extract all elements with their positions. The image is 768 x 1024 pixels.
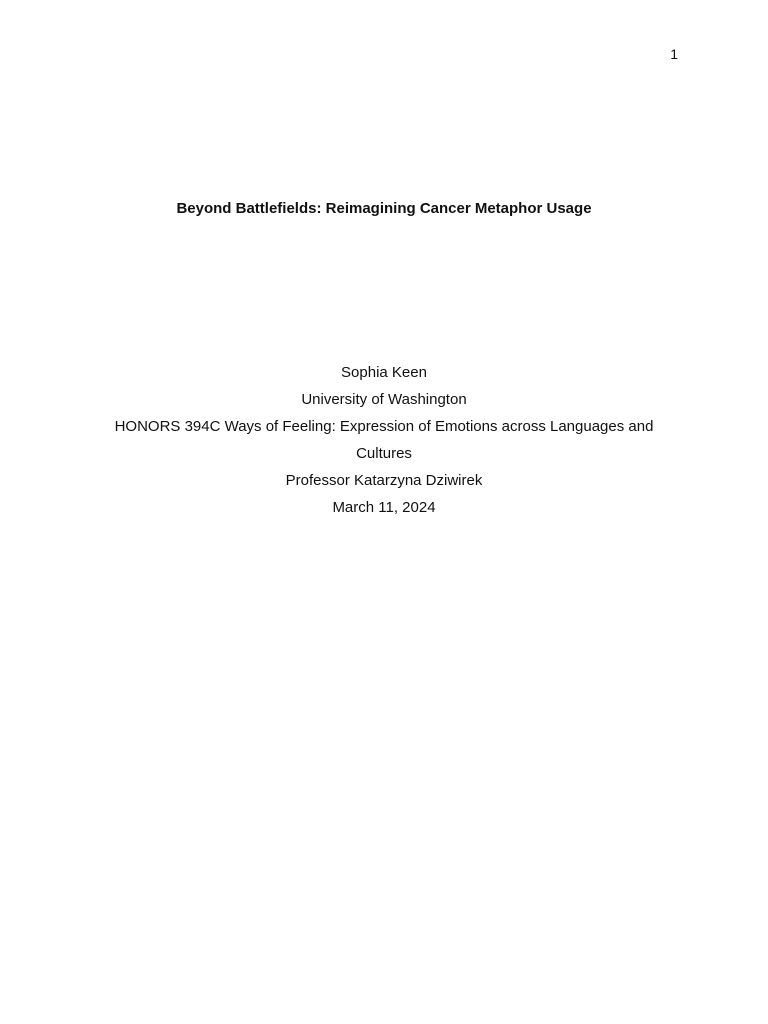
submission-date: March 11, 2024 [332,499,436,516]
course-name: HONORS 394C Ways of Feeling: Expression of Emotions across Languages and Cultures [114,418,654,462]
paper-title: Beyond Battlefields: Reimagining Cancer Metaphor Usage [176,200,592,217]
title-page-info [100,359,668,521]
instructor-name: Professor Katarzyna Dziwirek [285,472,483,489]
institution-name: University of Washington [301,391,467,408]
page-number: 1 [670,46,678,62]
author-name: Sophia Keen [341,364,427,381]
